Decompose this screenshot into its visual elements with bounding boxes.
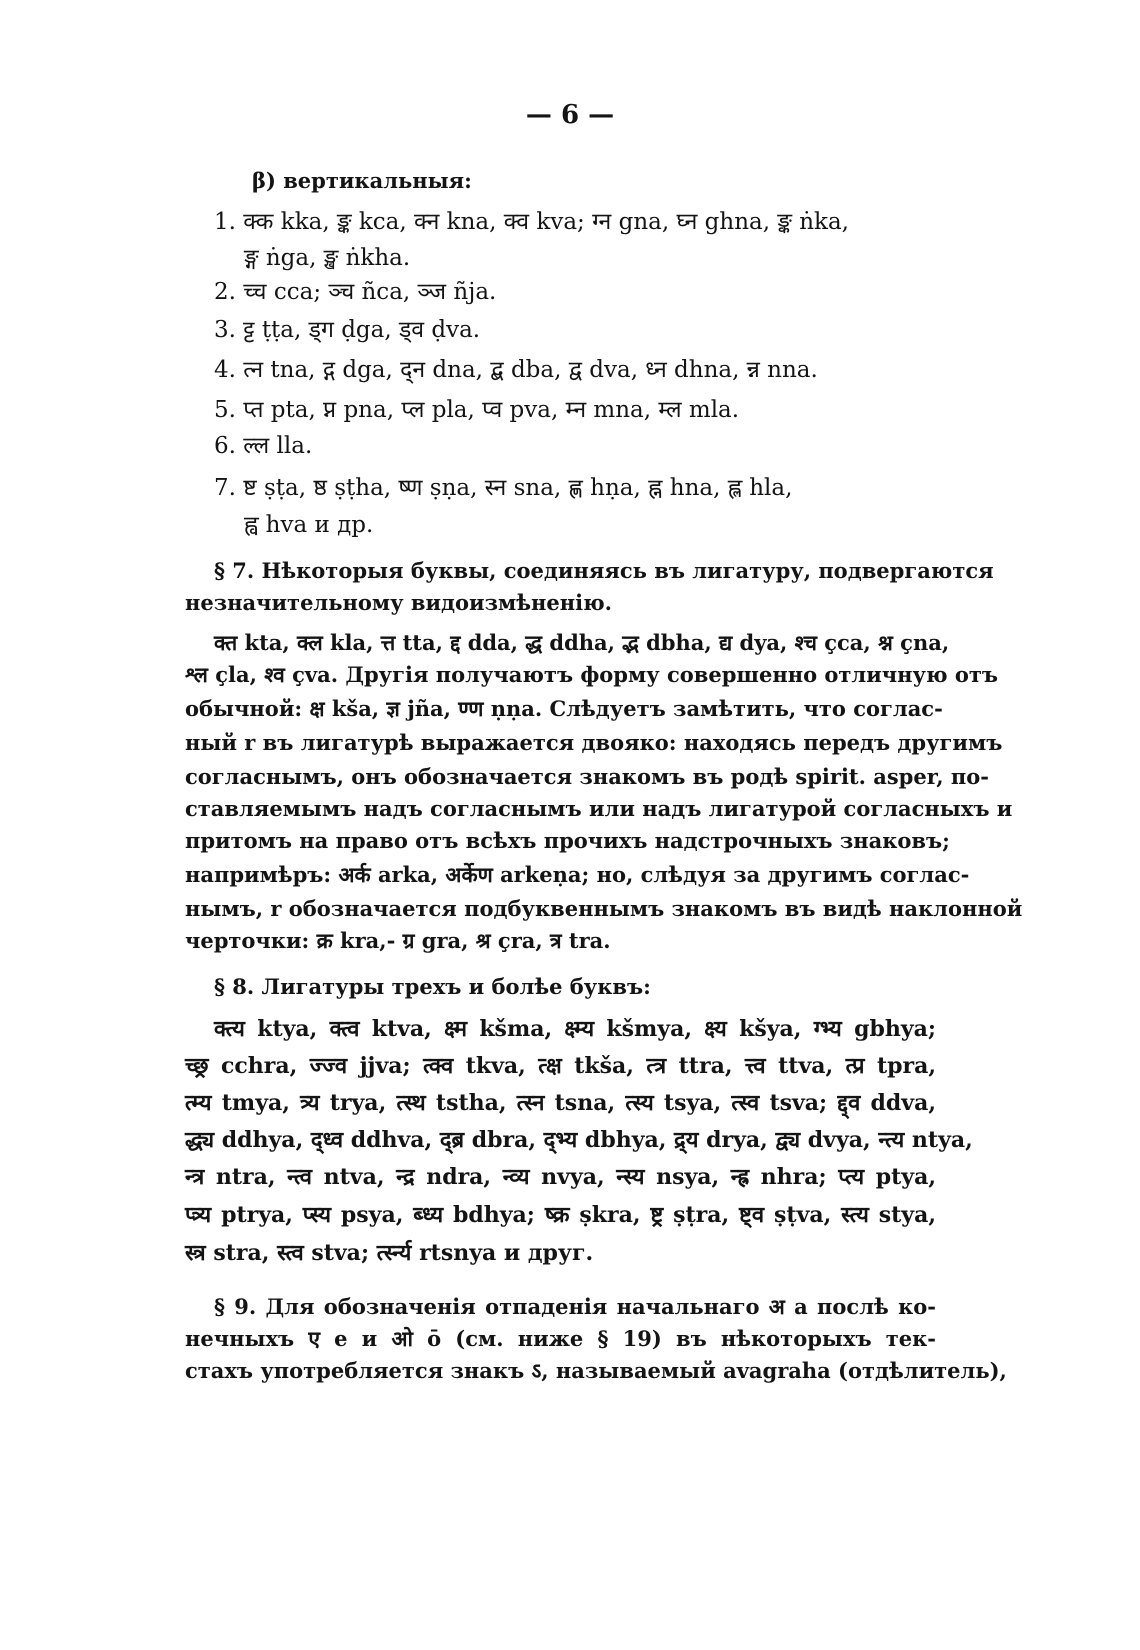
section8-line-6: प्त्र्य ptrya, प्स्य psya, ब्ध्य bdhya; ष्क्र ṣkra, ष्ट्र ṣṭra, ष्ट्व ṣṭva, स्त्य stya, bbox=[185, 1202, 936, 1228]
vertical-line-4: 4. त्न tna, द्ग dga, द्न dna, द्ब dba, द्व dva, ध्न dhna, न्न nna. bbox=[214, 357, 818, 383]
page-number: — 6 — bbox=[525, 100, 615, 130]
vertical-line-1-cont: ङ्ग ṅga, ङ्ख ṅkha. bbox=[244, 245, 411, 271]
section8-heading: § 8. Лигатуры трехъ и болѣе буквъ: bbox=[214, 974, 651, 999]
section8-line-7: स्त्र stra, स्त्व stva; र्त्स्न्य rtsnya и друг. bbox=[185, 1240, 594, 1266]
section8-line-1: क्त्य ktya, क्त्व ktva, क्ष्म kšma, क्ष्म्य kšmya, क्ष्य kšya, ग्भ्य gbhya; bbox=[214, 1016, 936, 1042]
section8-line-2: च्छ्र cchra, ज्ज्व jjva; त्क्व tkva, त्क्ष tkša, त्त्र ttra, त्त्व ttva, त्प्र tpra, bbox=[185, 1053, 936, 1079]
vertical-ligatures-heading: β) вертикальныя: bbox=[252, 168, 472, 193]
section8-line-3: त्म्य tmya, त्र्य trya, त्स्थ tstha, त्स्न tsna, त्स्य tsya, त्स्व tsva; द्द्व ddva, bbox=[185, 1090, 936, 1116]
section7-line-12: черточки: क्र kra,- ग्र gra, श्र çra, त्र tra. bbox=[185, 928, 611, 953]
section7-line-6: ный r въ лигатурѣ выражается двояко: находясь передъ другимъ bbox=[185, 730, 1003, 755]
vertical-line-6: 6. ल्ल lla. bbox=[214, 433, 313, 459]
section7-line-1: § 7. Нѣкоторыя буквы, соединяясь въ лигатуру, подвергаются bbox=[214, 558, 994, 583]
section9-line-2: нечныхъ ए e и ओ ō (см. ниже § 19) въ нѣкоторыхъ тек- bbox=[185, 1326, 936, 1351]
vertical-line-7: 7. ष्ट ṣṭa, ष्ठ ṣṭha, ष्ण ṣṇa, स्न sna, ह्ण hṇa, ह्न hna, ह्ल hla, bbox=[214, 475, 793, 501]
section7-line-7: согласнымъ, онъ обозначается знакомъ въ родѣ spirit. asper, по- bbox=[185, 764, 989, 789]
section7-line-8: ставляемымъ надъ согласнымъ или надъ лигатурой согласныхъ и bbox=[185, 796, 1013, 821]
section7-line-2: незначительному видоизмѣненію. bbox=[185, 590, 612, 615]
vertical-line-5: 5. प्त pta, प्न pna, प्ल pla, प्व pva, म्न mna, म्ल mla. bbox=[214, 397, 740, 423]
section7-line-5: обычной: क्ष kša, ज्ञ jña, ण्ण ṇṇa. Слѣдуетъ замѣтить, что соглас- bbox=[185, 696, 943, 721]
section8-line-4: द्ध्य ddhya, द्ध्व ddhva, द्ब्र dbra, द्भ्य dbhya, द्र्य drya, द्व्य dvya, न्त्य ntya, bbox=[185, 1127, 973, 1153]
section7-line-10: напримѣръ: अर्क arka, अर्केण arkeṇa; но, слѣдуя за другимъ соглас- bbox=[185, 862, 970, 887]
vertical-line-1: 1. क्क kka, ङ्क kca, क्न kna, क्व kva; ग्न gna, घ्न ghna, ङ्क ṅka, bbox=[214, 209, 849, 235]
section8-line-5: न्त्र ntra, न्त्व ntva, न्द्र ndra, न्व्य nvya, न्स्य nsya, न्ह्र nhra; प्त्य ptya, bbox=[185, 1164, 936, 1190]
section7-line-3: क्त kta, क्ल kla, त्त tta, द्द dda, द्ध ddha, द्भ dbha, द्य dya, श्च çca, श्न çna, bbox=[214, 630, 950, 655]
section7-line-9: притомъ на право отъ всѣхъ прочихъ надстрочныхъ знаковъ; bbox=[185, 828, 950, 853]
section9-line-1: § 9. Для обозначенія отпаденія начальнаго अ a послѣ ко- bbox=[214, 1294, 936, 1319]
section9-line-3: стахъ употребляется знакъ ऽ, называемый avagraha (отдѣлитель), bbox=[185, 1358, 1007, 1383]
vertical-line-2: 2. च्च cca; ञ्च ñca, ञ्ज ñja. bbox=[214, 279, 497, 305]
vertical-line-7-cont: ह्व hva и др. bbox=[244, 512, 374, 538]
section7-line-4: श्ल çla, श्व çva. Другія получаютъ форму совершенно отличную отъ bbox=[185, 662, 998, 687]
section7-line-11: нымъ, r обозначается подбуквеннымъ знакомъ въ видѣ наклонной bbox=[185, 896, 1023, 921]
vertical-line-3: 3. ट्ट ṭṭa, ड्ग ḍga, ड्व ḍva. bbox=[214, 317, 481, 343]
